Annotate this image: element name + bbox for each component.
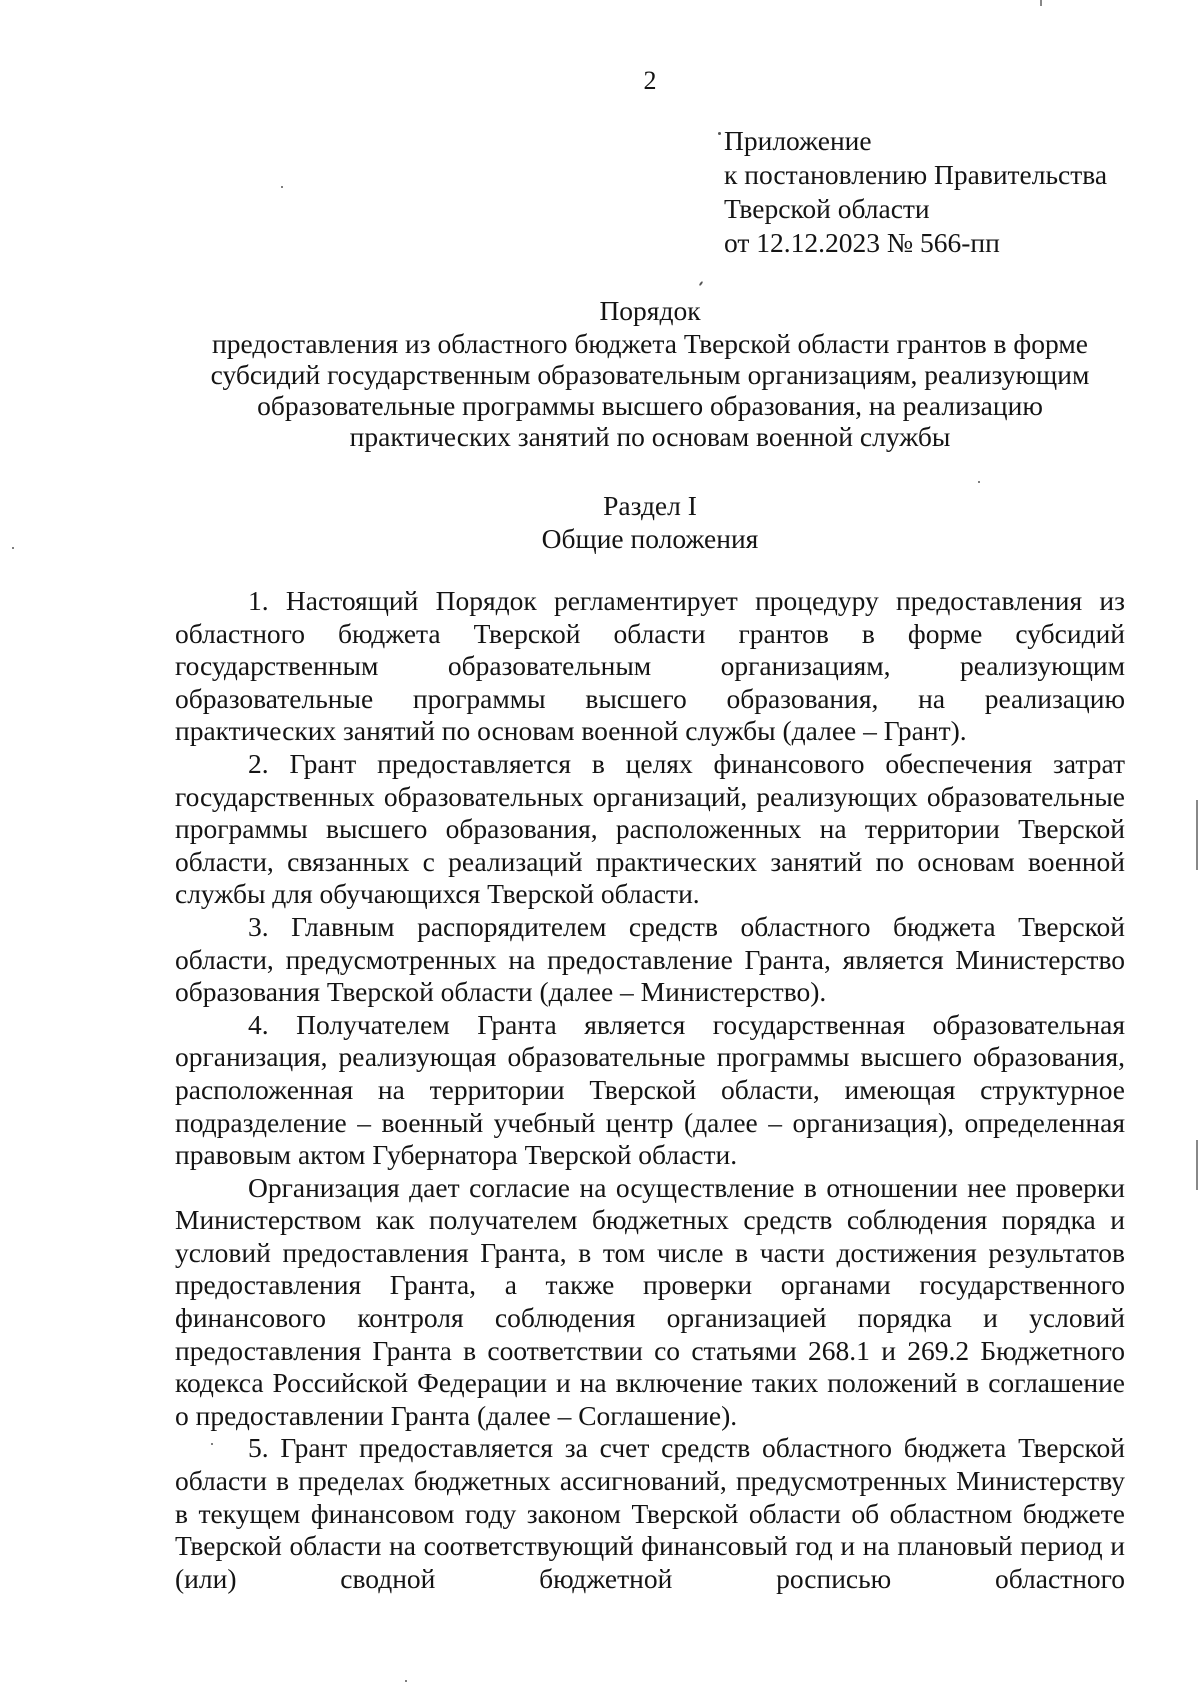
paragraph-5: 5. Грант предоставляется за счет средств областного бюджета Тверской области в пределах бюджетных ассигнований, предусмотренных Министерству в текущем финансовом году законом Тверской области об областном бюджете Тверской области на соответствующий финансовый год и на плановый период и (или) сводной бюджетной росписью областного bbox=[175, 1432, 1125, 1594]
appendix-line: к постановлению Правительства bbox=[724, 159, 1108, 190]
scan-speck bbox=[281, 186, 283, 188]
paragraph-2: 2. Грант предоставляется в целях финансового обеспечения затрат государственных образовательных организаций, реализующих образовательные программы высшего образования, расположенных на территории Тверской области, связанных с реализаций практических занятий по основам военной службы для обучающихся Тверской области. bbox=[175, 747, 1125, 910]
paragraph-4-consent: Организация дает согласие на осуществление в отношении нее проверки Министерством как получателем бюджетных средств соблюдения порядка и условий предоставления Гранта, в том числе в части достижения результатов предоставления Гранта, а также проверки органами государственного финансового контроля соблюдения организацией порядка и условий предоставления Гранта в соответствии со статьями 268.1 и 269.2 Бюджетного кодекса Российской Федерации и на включение таких положений в соглашение о предоставлении Гранта (далее – Соглашение). bbox=[175, 1171, 1125, 1431]
section-heading bbox=[175, 489, 1125, 555]
title-subtitle-line: практических занятий по основам военной службы bbox=[349, 421, 951, 452]
scan-speck bbox=[211, 1443, 213, 1445]
body-text bbox=[175, 585, 1125, 1595]
scan-edge-mark bbox=[1196, 800, 1198, 870]
title-subtitle-line: субсидий государственным образовательным организациям, реализующим bbox=[210, 359, 1090, 390]
paragraph-1: 1. Настоящий Порядок регламентирует процедуру предоставления из областного бюджета Тверской области грантов в форме субсидий государственным образовательным организациям, реализующим образовательные программы высшего образования, на реализацию практических занятий по основам военной службы (далее – Грант). bbox=[175, 585, 1125, 747]
title-subtitle-line: предоставления из областного бюджета Тверской области грантов в форме bbox=[212, 328, 1088, 359]
scan-speck bbox=[718, 132, 721, 135]
page-number: 2 bbox=[643, 66, 657, 95]
document-title bbox=[175, 295, 1125, 452]
scan-speck bbox=[978, 481, 980, 483]
scan-speck bbox=[12, 547, 14, 549]
appendix-line: от 12.12.2023 № 566-пп bbox=[724, 227, 1000, 258]
section-name: Общие положения bbox=[541, 523, 759, 554]
title-subtitle-line: образовательные программы высшего образования, на реализацию bbox=[257, 390, 1043, 421]
appendix-line: Приложение bbox=[724, 125, 872, 156]
scan-speck bbox=[405, 1680, 407, 1682]
paragraph-4: 4. Получателем Гранта является государственная образовательная организация, реализующая образовательные программы высшего образования, расположенная на территории Тверской области, имеющая структурное подразделение – военный учебный центр (далее – организация), определенная правовым актом Губернатора Тверской области. bbox=[175, 1008, 1125, 1171]
scan-edge-mark bbox=[1196, 1140, 1198, 1190]
section-label: Раздел I bbox=[603, 490, 697, 521]
appendix-line: Тверской области bbox=[724, 193, 930, 224]
scan-edge-mark bbox=[1040, 0, 1042, 6]
scan-speck bbox=[699, 281, 704, 286]
title-heading: Порядок bbox=[599, 295, 701, 326]
paragraph-3: 3. Главным распорядителем средств областного бюджета Тверской области, предусмотренных на предоставление Гранта, является Министерство образования Тверской области (далее – Министерство). bbox=[175, 910, 1125, 1008]
appendix-block bbox=[724, 124, 1107, 260]
